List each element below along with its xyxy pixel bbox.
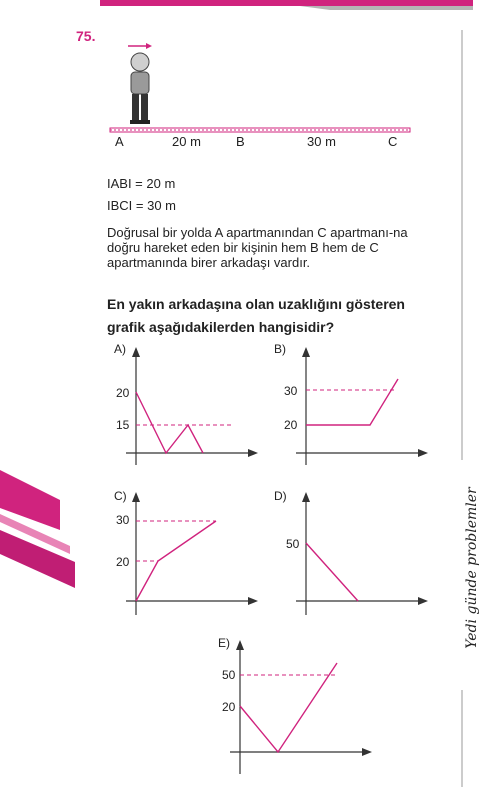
option-e-graph <box>212 638 372 778</box>
option-a-tick-20: 20 <box>116 386 130 400</box>
given-ab: IABI = 20 m <box>107 176 176 191</box>
right-sidebar-line <box>460 30 473 787</box>
option-a-label: A) <box>114 342 126 356</box>
road-point-b: B <box>236 134 245 149</box>
option-a-graph <box>108 345 258 470</box>
road-point-a: A <box>115 134 124 149</box>
given-bc: IBCI = 30 m <box>107 198 176 213</box>
option-d-tick-50: 50 <box>286 537 300 551</box>
option-d-graph <box>278 490 428 620</box>
option-e-tick-20: 20 <box>222 700 236 714</box>
road-point-c: C <box>388 134 398 149</box>
question-number: 75. <box>76 28 96 44</box>
option-d-label: D) <box>274 489 287 503</box>
question-prompt: En yakın arkadaşına olan uzaklığını gösteren grafik aşağıdakilerden hangisidir? <box>107 296 405 335</box>
option-a-tick-15: 15 <box>116 418 130 432</box>
option-b-tick-30: 30 <box>284 384 298 398</box>
option-c-tick-20: 20 <box>116 555 130 569</box>
road-dist-bc: 30 m <box>307 134 336 149</box>
option-c-label: C) <box>114 489 127 503</box>
question-text: Doğrusal bir yolda A apartmanından C apartmanı-na doğru hareket eden bir kişinin hem B hem de C apartmanında birer arkadaşı vardır. <box>107 225 408 270</box>
road-line <box>110 126 412 136</box>
sidebar-text: Yedi günde problemler <box>464 487 480 649</box>
option-b-tick-20: 20 <box>284 418 298 432</box>
option-b-graph <box>278 345 428 470</box>
option-c-tick-30: 30 <box>116 513 130 527</box>
road-dist-ab: 20 m <box>172 134 201 149</box>
option-b-label: B) <box>274 342 286 356</box>
option-e-tick-50: 50 <box>222 668 236 682</box>
sidebar-book-title <box>452 480 480 660</box>
option-c-graph <box>108 490 258 620</box>
person-illustration <box>118 40 168 130</box>
option-e-label: E) <box>218 636 230 650</box>
left-decoration <box>0 470 80 590</box>
top-decoration <box>0 0 473 14</box>
